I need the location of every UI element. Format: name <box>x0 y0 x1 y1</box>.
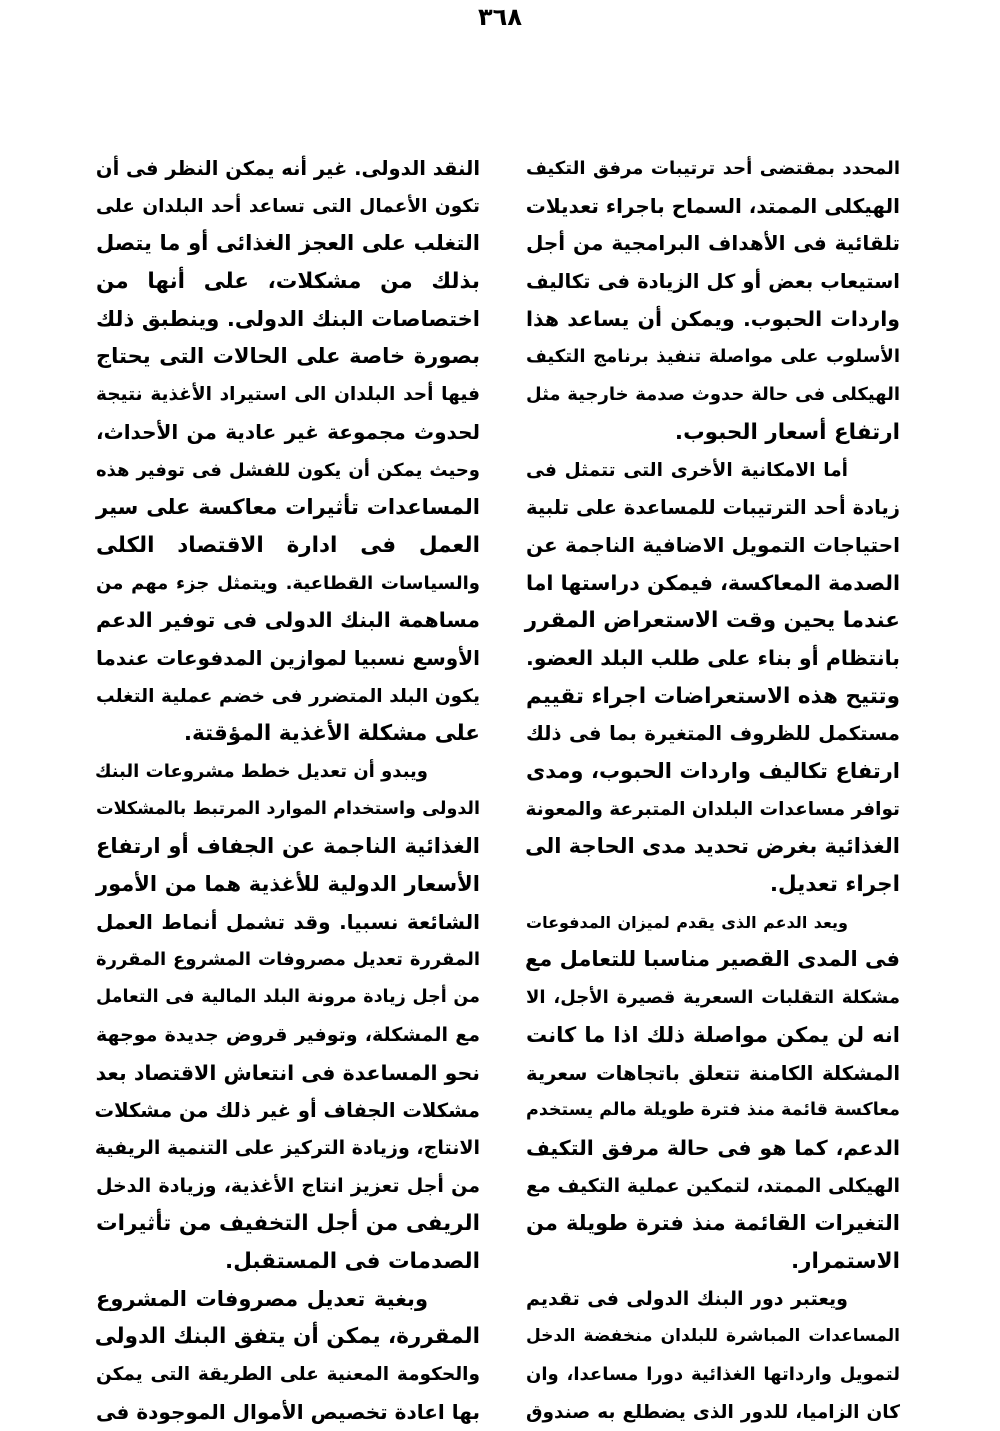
text-line: التغيرات القائمة منذ فترة طويلة من <box>526 1211 900 1236</box>
text-line: توافر مساعدات البلدان المتبرعة والمعونة <box>525 798 900 820</box>
text-line: الدولى واستخدام الموارد المرتبط بالمشكلات <box>96 798 480 819</box>
text-line: تلقائية فى الأهداف البرامجية من أجل <box>526 231 900 256</box>
text-line: ويعد الدعم الذى يقدم لميزان المدفوعات <box>526 912 848 932</box>
text-line: الدعم، كما هو فى حالة مرفق التكيف <box>526 1135 900 1160</box>
text-line: بذلك من مشكلات، على أنها من <box>96 269 480 295</box>
text-line: انه لن يمكن مواصلة ذلك اذا ما كانت <box>526 1022 900 1047</box>
text-line: الانتاج، وزيادة التركيز على التنمية الريفية <box>94 1136 480 1159</box>
text-line: الاستمرار. <box>790 1248 900 1274</box>
text-line: بها اعادة تخصيص الأموال الموجودة فى <box>96 1399 480 1424</box>
text-line: الأوسع نسبيا لموازين المدفوعات عندما <box>96 645 480 670</box>
text-line: بصورة خاصة على الحالات التى يحتاج <box>96 344 480 369</box>
text-column-left <box>96 150 480 1431</box>
text-line: زيادة أحد الترتيبات للمساعدة على تلبية <box>526 496 900 520</box>
text-line: على مشكلة الأغذية المؤقتة. <box>183 721 480 747</box>
text-line: المحدد بمقتضى أحد ترتيبات مرفق التكيف <box>526 158 900 179</box>
text-line: اختصاصات البنك الدولى. وينطبق ذلك <box>96 306 480 331</box>
text-line: ارتفاع أسعار الحبوب. <box>674 419 900 445</box>
text-line: كان الزاميا، للدور الذى يضطلع به صندوق <box>526 1401 900 1423</box>
text-line: مشكلة التقلبات السعرية قصيرة الأجل، الا <box>526 987 900 1009</box>
text-line: مع المشكلة، وتوفير قروض جديدة موجهة <box>96 1023 480 1046</box>
text-line: تكون الأعمال التى تساعد أحد البلدان على <box>96 195 480 217</box>
text-line: الصدمات فى المستقبل. <box>225 1248 480 1274</box>
text-line: الأسلوب على مواصلة تنفيذ برنامج التكيف <box>526 346 900 368</box>
text-line: العمل فى ادارة الاقتصاد الكلى <box>96 532 480 558</box>
text-line: وحيث يمكن أن يكون للفشل فى توفير هذه <box>96 459 480 481</box>
text-line: والحكومة المعنية على الطريقة التى يمكن <box>96 1364 480 1385</box>
text-line: المقررة، يمكن أن يتفق البنك الدولى <box>94 1324 480 1350</box>
text-line: من أجل زيادة مرونة البلد المالية فى التعامل <box>96 987 480 1008</box>
text-line: الشائعة نسبيا. وقد تشمل أنماط العمل <box>96 909 480 934</box>
text-line: لتمويل وارداتها الغذائية دورا مساعدا، وان <box>526 1364 900 1385</box>
text-line: الهيكلى الممتد، السماح باجراء تعديلات <box>525 193 900 218</box>
text-line: يكون البلد المتضرر فى خضم عملية التغلب <box>96 685 480 707</box>
text-line: احتياجات التمويل الاضافية الناجمة عن <box>526 532 900 557</box>
text-line: فيها أحد البلدان الى استيراد الأغذية نتيجة <box>96 384 480 406</box>
page-number: ٣٦٨ <box>478 3 522 31</box>
text-line: المقررة تعديل مصروفات المشروع المقررة <box>96 949 480 971</box>
text-line: مستكمل للظروف المتغيرة بما فى ذلك <box>526 722 900 746</box>
text-line: وبغية تعديل مصروفات المشروع <box>96 1286 428 1311</box>
text-line: استيعاب بعض أو كل الزيادة فى تكاليف <box>526 270 900 294</box>
text-line: بانتظام أو بناء على طلب البلد العضو. <box>526 645 900 670</box>
text-line: الهيكلى الممتد، لتمكين عملية التكيف مع <box>526 1174 900 1197</box>
text-line: المساعدات تأثيرات معاكسة على سير <box>96 495 480 520</box>
text-line: لحدوث مجموعة غير عادية من الأحداث، <box>96 419 480 444</box>
text-line: اجراء تعديل. <box>769 872 900 898</box>
text-line: أما الامكانية الأخرى التى تتمثل فى <box>526 459 848 481</box>
text-line: مساهمة البنك الدولى فى توفير الدعم <box>96 608 480 633</box>
text-line: ويبدو أن تعديل خطط مشروعات البنك <box>94 761 428 782</box>
text-line: ارتفاع تكاليف واردات الحبوب، ومدى <box>526 759 900 783</box>
text-line: التغلب على العجز الغذائى أو ما يتصل <box>96 231 480 256</box>
text-line: الصدمة المعاكسة، فيمكن دراستها اما <box>526 570 900 595</box>
text-line: المشكلة الكامنة تتعلق باتجاهات سعرية <box>526 1061 900 1085</box>
text-line: والسياسات القطاعية. ويتمثل جزء مهم من <box>96 572 480 594</box>
text-line: معاكسة قائمة منذ فترة طويلة مالم يستخدم <box>526 1100 900 1121</box>
text-line: عندما يحين وقت الاستعراض المقرر <box>524 608 900 634</box>
text-line: الهيكلى فى حالة حدوث صدمة خارجية مثل <box>526 384 900 406</box>
text-line: الغذائية الناجمة عن الجفاف أو ارتفاع <box>96 834 480 859</box>
text-line: النقد الدولى. غير أنه يمكن النظر فى أن <box>95 157 480 180</box>
text-line: واردات الحبوب. ويمكن أن يساعد هذا <box>526 306 900 331</box>
text-line: من أجل تعزيز انتاج الأغذية، وزيادة الدخل <box>96 1174 480 1197</box>
text-column-right <box>526 150 900 1431</box>
text-line: نحو المساعدة فى انتعاش الاقتصاد بعد <box>95 1060 480 1085</box>
text-line: وتتيح هذه الاستعراضات اجراء تقييم <box>526 683 900 709</box>
text-line: فى المدى القصير مناسبا للتعامل مع <box>524 947 900 972</box>
text-line: الريفى من أجل التخفيف من تأثيرات <box>96 1211 480 1237</box>
text-line: مشكلات الجفاف أو غير ذلك من مشكلات <box>94 1099 480 1123</box>
text-line: الغذائية بغرض تحديد مدى الحاجة الى <box>525 834 900 859</box>
text-line: الأسعار الدولية للأغذية هما من الأمور <box>96 872 480 897</box>
text-line: المساعدات المباشرة للبلدان منخفضة الدخل <box>526 1326 900 1347</box>
text-line: ويعتبر دور البنك الدولى فى تقديم <box>526 1287 848 1310</box>
